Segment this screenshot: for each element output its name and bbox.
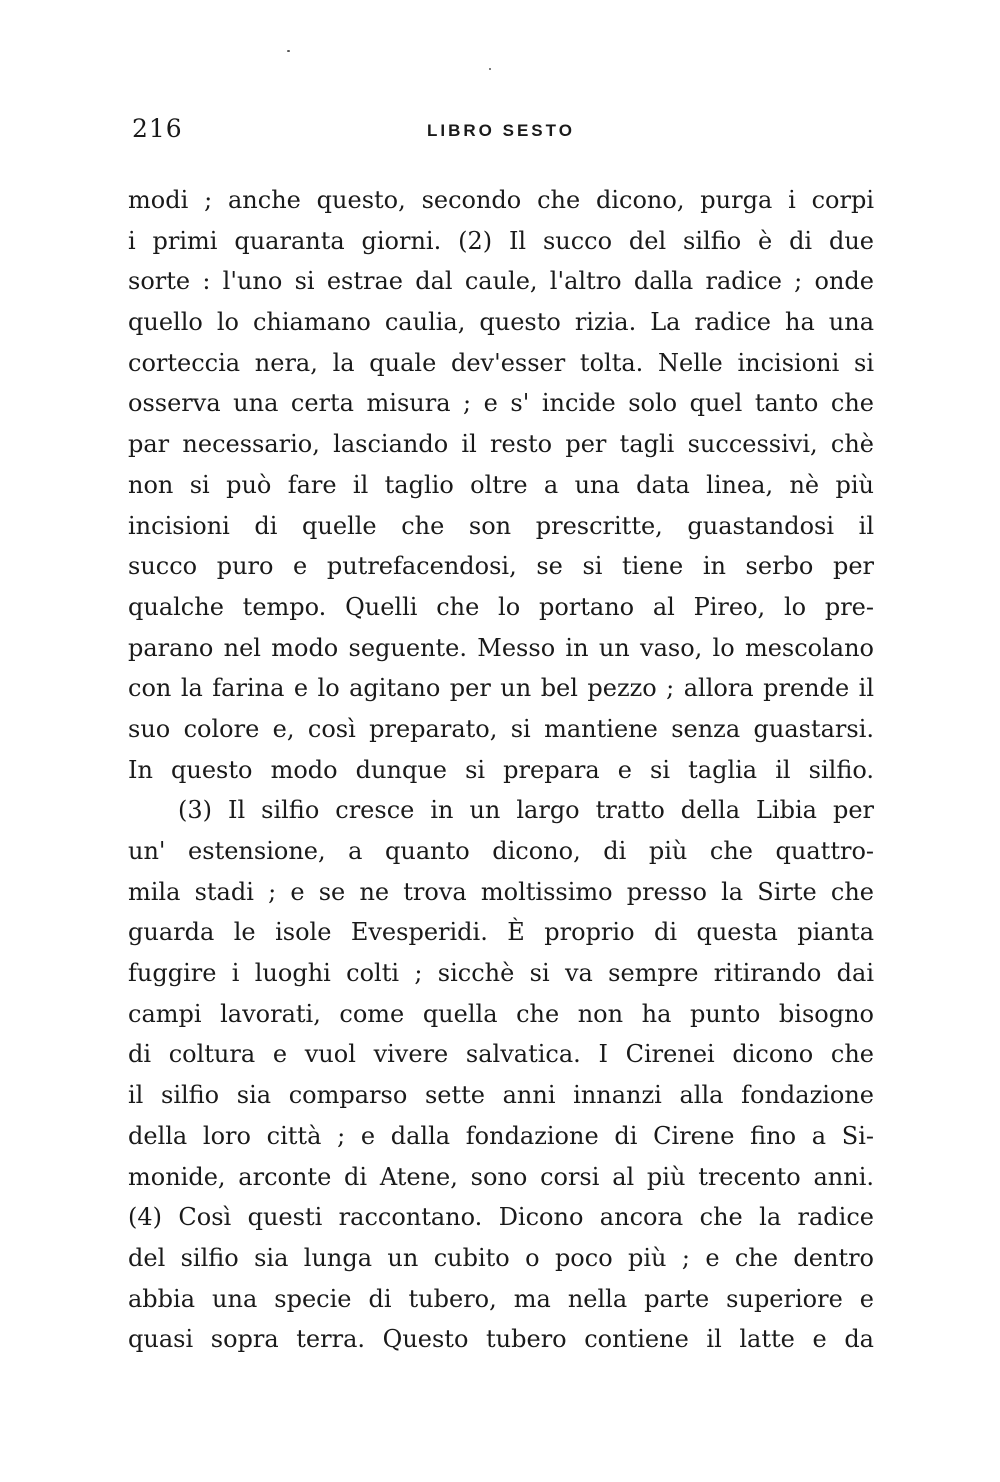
text-line: In questo modo dunque si prepara e si taglia il silfio. (128, 755, 874, 784)
text-line: della loro città ; e dalla fondazione di Cirene fino a Si- (128, 1121, 874, 1150)
body-text (128, 180, 874, 1360)
text-line: suo colore e, così preparato, si mantiene senza guastarsi. (128, 714, 874, 743)
running-title: LIBRO SESTO (427, 121, 575, 140)
print-speck (287, 50, 290, 52)
text-line: corteccia nera, la quale dev'esser tolta. Nelle incisioni si (128, 348, 874, 377)
text-line: (3) Il silfio cresce in un largo tratto della Libia per (178, 796, 874, 825)
text-line: un' estensione, a quanto dicono, di più che quattro- (128, 837, 874, 865)
text-line: (4) Così questi raccontano. Dicono ancora che la radice (128, 1203, 874, 1232)
text-line: i primi quaranta giorni. (2) Il succo del silfio è di due (128, 226, 874, 255)
text-line: mila stadi ; e se ne trova moltissimo presso la Sirte che (128, 877, 874, 906)
text-line: parano nel modo seguente. Messo in un vaso, lo mescolano (128, 633, 874, 662)
text-line: il silfio sia comparso sette anni innanzi alla fondazione (128, 1081, 874, 1110)
text-line: par necessario, lasciando il resto per tagli successivi, chè (128, 430, 874, 459)
text-line: fuggire i luoghi colti ; sicchè si va sempre ritirando dai (128, 959, 874, 988)
text-line: non si può fare il taglio oltre a una data linea, nè più (128, 470, 874, 499)
text-line: modi ; anche questo, secondo che dicono, purga i corpi (128, 186, 874, 214)
text-line: incisioni di quelle che son prescritte, guastandosi il (128, 511, 874, 540)
text-line: con la farina e lo agitano per un bel pezzo ; allora prende il (128, 674, 874, 703)
text-line: campi lavorati, come quella che non ha punto bisogno (128, 999, 874, 1028)
text-line: quello lo chiamano caulia, questo rizia. La radice ha una (128, 308, 874, 337)
page-number: 216 (132, 114, 183, 143)
print-speck (489, 68, 491, 70)
text-line: abbia una specie di tubero, ma nella parte superiore e (128, 1284, 874, 1313)
text-line: osserva una certa misura ; e s' incide solo quel tanto che (128, 389, 874, 418)
text-line: del silfio sia lunga un cubito o poco più ; e che dentro (128, 1243, 874, 1272)
text-line: quasi sopra terra. Questo tubero contiene il latte e da (128, 1325, 874, 1354)
text-line: succo puro e putrefacendosi, se si tiene in serbo per (128, 552, 874, 581)
text-line: qualche tempo. Quelli che lo portano al Pireo, lo pre- (128, 592, 874, 621)
text-line: sorte : l'uno si estrae dal caule, l'altro dalla radice ; onde (128, 267, 874, 296)
text-line: guarda le isole Evesperidi. È proprio di questa pianta (128, 918, 874, 947)
running-header (132, 112, 872, 152)
text-line: monide, arconte di Atene, sono corsi al più trecento anni. (128, 1162, 874, 1191)
text-line: di coltura e vuol vivere salvatica. I Cirenei dicono che (128, 1040, 874, 1069)
